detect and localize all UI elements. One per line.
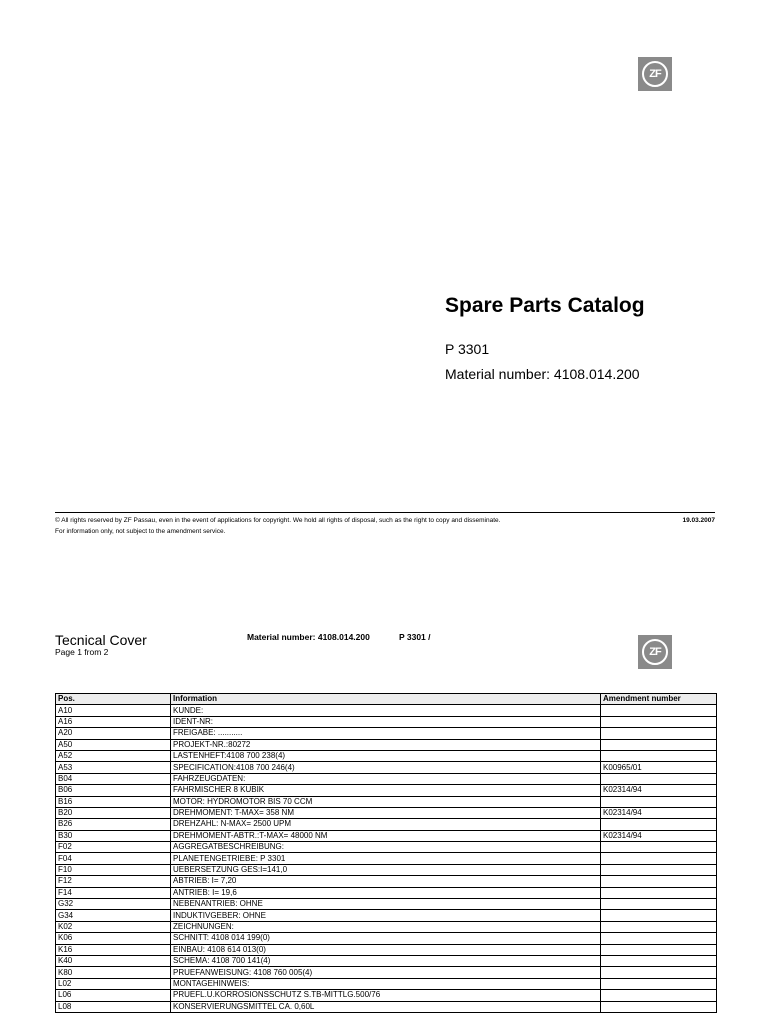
- cell-amendment: [601, 739, 717, 750]
- cell-amendment: [601, 819, 717, 830]
- cell-amendment: K02314/94: [601, 830, 717, 841]
- header-product-code: P 3301 /: [399, 632, 431, 642]
- cell-amendment: [601, 921, 717, 932]
- cell-pos: K40: [56, 955, 171, 966]
- cell-amendment: [601, 967, 717, 978]
- cell-pos: F14: [56, 887, 171, 898]
- cell-information: ZEICHNUNGEN:: [171, 921, 601, 932]
- cell-pos: F02: [56, 842, 171, 853]
- cell-pos: A16: [56, 716, 171, 727]
- table-row: [56, 921, 717, 932]
- table-row: [56, 933, 717, 944]
- table-row: [56, 773, 717, 784]
- cell-amendment: [601, 910, 717, 921]
- table-row: [56, 830, 717, 841]
- cell-information: ANTRIEB: I= 19,6: [171, 887, 601, 898]
- zf-logo-text: ZF: [642, 639, 668, 665]
- section-title: Tecnical Cover: [55, 632, 147, 648]
- table-row: [56, 1001, 717, 1012]
- cell-pos: B20: [56, 807, 171, 818]
- cell-pos: A20: [56, 728, 171, 739]
- cell-amendment: [601, 899, 717, 910]
- cell-amendment: [601, 716, 717, 727]
- cell-pos: F04: [56, 853, 171, 864]
- cell-pos: B04: [56, 773, 171, 784]
- cell-pos: B26: [56, 819, 171, 830]
- cell-information: FREIGABE: ...........: [171, 728, 601, 739]
- cell-pos: F10: [56, 864, 171, 875]
- cell-information: FAHRZEUGDATEN:: [171, 773, 601, 784]
- cell-pos: G34: [56, 910, 171, 921]
- cell-amendment: [601, 990, 717, 1001]
- catalog-title: Spare Parts Catalog: [445, 294, 645, 317]
- cell-pos: K06: [56, 933, 171, 944]
- cell-amendment: [601, 750, 717, 761]
- cell-pos: L02: [56, 978, 171, 989]
- cell-amendment: K02314/94: [601, 807, 717, 818]
- cell-information: FAHRMISCHER 8 KUBIK: [171, 785, 601, 796]
- cell-amendment: [601, 853, 717, 864]
- table-row: [56, 762, 717, 773]
- cell-pos: G32: [56, 899, 171, 910]
- cell-pos: B06: [56, 785, 171, 796]
- table-row: [56, 864, 717, 875]
- cell-information: PROJEKT-NR.:80272: [171, 739, 601, 750]
- cell-information: NEBENANTRIEB: OHNE: [171, 899, 601, 910]
- cell-pos: L06: [56, 990, 171, 1001]
- cell-information: DREHMOMENT: T-MAX= 358 NM: [171, 807, 601, 818]
- cell-amendment: [601, 876, 717, 887]
- cell-information: SCHNITT: 4108 014 199(0): [171, 933, 601, 944]
- cell-information: LASTENHEFT:4108 700 238(4): [171, 750, 601, 761]
- table-row: [56, 716, 717, 727]
- cell-amendment: [601, 705, 717, 716]
- cell-pos: B16: [56, 796, 171, 807]
- cell-information: PRUEFL.U.KORROSIONSSCHUTZ S.TB-MITTLG.500/76: [171, 990, 601, 1001]
- cell-information: MONTAGEHINWEIS:: [171, 978, 601, 989]
- document-date: 19.03.2007: [682, 517, 715, 524]
- cell-amendment: [601, 955, 717, 966]
- footer-divider: [55, 512, 715, 513]
- cell-pos: B30: [56, 830, 171, 841]
- table-row: [56, 944, 717, 955]
- table-row: [56, 887, 717, 898]
- material-number: Material number: 4108.014.200: [445, 366, 640, 382]
- cell-information: INDUKTIVGEBER: OHNE: [171, 910, 601, 921]
- table-row: [56, 807, 717, 818]
- cell-information: SPECIFICATION:4108 700 246(4): [171, 762, 601, 773]
- copyright-notice: © All rights reserved by ZF Passau, even in the event of applications for copyright. We hold all rights of disposal, such as the right to copy and disseminate.: [55, 517, 501, 524]
- cell-pos: F12: [56, 876, 171, 887]
- cell-pos: A10: [56, 705, 171, 716]
- cell-pos: L08: [56, 1001, 171, 1012]
- cell-information: ABTRIEB: I= 7,20: [171, 876, 601, 887]
- information-table: [55, 693, 717, 1013]
- cell-information: KONSERVIERUNGSMITTEL CA. 0,60L: [171, 1001, 601, 1012]
- cell-amendment: [601, 978, 717, 989]
- product-code: P 3301: [445, 341, 490, 357]
- cell-amendment: K02314/94: [601, 785, 717, 796]
- cell-amendment: [601, 887, 717, 898]
- cell-amendment: [601, 933, 717, 944]
- cell-information: UEBERSETZUNG GES:I=141,0: [171, 864, 601, 875]
- cell-amendment: [601, 773, 717, 784]
- cell-information: KUNDE:: [171, 705, 601, 716]
- cell-pos: K80: [56, 967, 171, 978]
- cell-information: PLANETENGETRIEBE: P 3301: [171, 853, 601, 864]
- column-header-pos: Pos.: [56, 694, 171, 705]
- table-row: [56, 785, 717, 796]
- cell-information: MOTOR: HYDROMOTOR BIS 70 CCM: [171, 796, 601, 807]
- cell-amendment: [601, 842, 717, 853]
- cell-amendment: [601, 864, 717, 875]
- cell-pos: K16: [56, 944, 171, 955]
- cell-pos: A53: [56, 762, 171, 773]
- cell-pos: A52: [56, 750, 171, 761]
- table-row: [56, 705, 717, 716]
- table-row: [56, 728, 717, 739]
- cell-information: IDENT-NR:: [171, 716, 601, 727]
- information-note: For information only, not subject to the amendment service.: [55, 528, 226, 535]
- table-row: [56, 842, 717, 853]
- table-row: [56, 967, 717, 978]
- table-row: [56, 899, 717, 910]
- zf-logo-text: ZF: [642, 61, 668, 87]
- table-row: [56, 910, 717, 921]
- cell-pos: A50: [56, 739, 171, 750]
- cell-information: EINBAU: 4108 614 013(0): [171, 944, 601, 955]
- table-row: [56, 990, 717, 1001]
- cell-information: AGGREGATBESCHREIBUNG:: [171, 842, 601, 853]
- cell-information: DREHMOMENT-ABTR.:T-MAX= 48000 NM: [171, 830, 601, 841]
- zf-logo: [638, 635, 672, 669]
- table-row: [56, 876, 717, 887]
- cell-amendment: K00965/01: [601, 762, 717, 773]
- cell-information: PRUEFANWEISUNG: 4108 760 005(4): [171, 967, 601, 978]
- table-header-row: [56, 694, 717, 705]
- zf-logo: [638, 57, 672, 91]
- cell-information: SCHEMA: 4108 700 141(4): [171, 955, 601, 966]
- header-material-number: Material number: 4108.014.200: [247, 632, 370, 642]
- table-row: [56, 853, 717, 864]
- table-row: [56, 819, 717, 830]
- table-row: [56, 739, 717, 750]
- page-indicator: Page 1 from 2: [55, 647, 109, 657]
- cell-information: DREHZAHL: N-MAX= 2500 UPM: [171, 819, 601, 830]
- cell-amendment: [601, 728, 717, 739]
- table-row: [56, 750, 717, 761]
- cell-pos: K02: [56, 921, 171, 932]
- table-row: [56, 955, 717, 966]
- cell-amendment: [601, 944, 717, 955]
- table-row: [56, 978, 717, 989]
- cell-amendment: [601, 796, 717, 807]
- column-header-amendment: Amendment number: [601, 694, 717, 705]
- column-header-information: Information: [171, 694, 601, 705]
- cell-amendment: [601, 1001, 717, 1012]
- table-row: [56, 796, 717, 807]
